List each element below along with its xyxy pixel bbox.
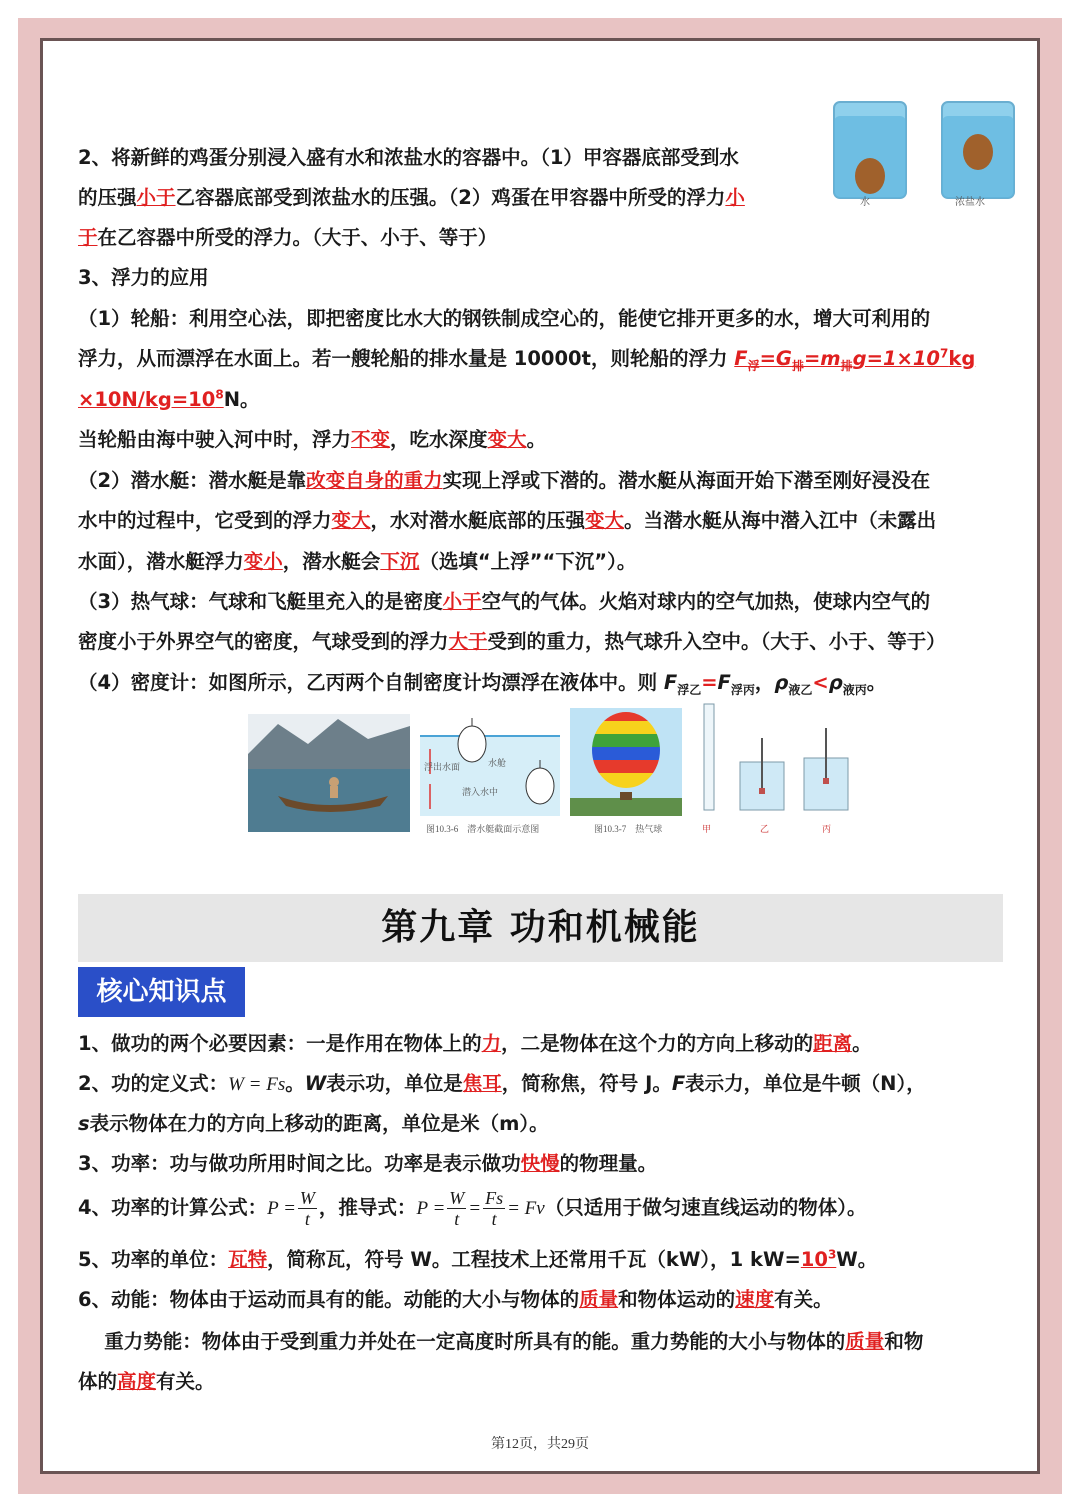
k4a: 4、功率的计算公式： (78, 1196, 268, 1219)
m-symbol: =m (803, 347, 841, 370)
hyd-sep: ， (754, 671, 775, 694)
ship-line2 (78, 339, 1008, 379)
answer-force: 力 (481, 1032, 502, 1055)
ship-l3a: ×10N/kg=10 (78, 388, 216, 411)
k5e: W。 (836, 1248, 878, 1271)
k6e: 有关。 (774, 1288, 833, 1311)
k2c: 表示功，单位是 (326, 1072, 463, 1095)
ship-line1: （1）轮船：利用空心法，即把密度比水大的钢铁制成空心的，能使它排开更多的水，增大可利用的 (78, 307, 931, 330)
k7c: 和物 (884, 1330, 924, 1353)
sub-l2a: 水中的过程中，它受到的浮力 (78, 509, 332, 532)
s2-line3 (78, 218, 1008, 258)
exp-7: 7 (940, 346, 949, 361)
caption-submarine: 图10.3-6 潜水艇截面示意图 (426, 824, 540, 834)
sub-l3c: ，潜水艇会 (282, 550, 381, 573)
answer-distance: 距离 (813, 1032, 853, 1055)
ship-line3 (78, 380, 1008, 420)
power-fraction-3 (483, 1188, 505, 1229)
sub-label-up: 浮出水面 (424, 762, 461, 772)
s3-title: 3、浮力的应用 (78, 266, 209, 289)
k8-line (78, 1362, 1008, 1402)
power-fraction-2 (447, 1188, 466, 1229)
k5a: 5、功率的单位： (78, 1248, 229, 1271)
k4-Fv: = Fv (507, 1198, 545, 1219)
hydrometer-label-c: 丙 (822, 824, 832, 834)
g-value: g=1×10 (852, 347, 940, 370)
ship-buoyancy-formula (734, 346, 976, 373)
balloon-line2 (78, 622, 1008, 662)
sub-l1a: （2）潜水艇：潜水艇是靠 (78, 469, 307, 492)
k6-line (78, 1280, 1008, 1320)
k6c: 和物体运动的 (618, 1288, 736, 1311)
answer-equal: = (701, 671, 718, 694)
answer-smaller: 变小 (243, 550, 283, 573)
g-symbol: =G (759, 347, 792, 370)
key-points-tag: 核心知识点 (78, 967, 245, 1017)
answer-velocity: 速度 (735, 1288, 775, 1311)
ship-buoyancy-result (78, 388, 224, 411)
ship-l4c: ，吃水深度 (390, 428, 488, 451)
sub-line2 (78, 501, 1008, 541)
hyd-f1s: 浮乙 (677, 682, 702, 697)
answer-less-than-1: 小于 (136, 186, 176, 209)
answer-buoyancy-larger: 变大 (331, 509, 371, 532)
k4c: （只适用于做匀速直线运动的物体）。 (544, 1196, 867, 1219)
k4-line (78, 1186, 1008, 1231)
ship-l4e: 。 (526, 428, 547, 451)
chapter-banner (78, 894, 1003, 962)
k2-s: s (78, 1112, 90, 1135)
beaker-label-brine: 浓盐水 (955, 197, 985, 208)
work-formula: W = Fs (228, 1074, 286, 1095)
bal-l1c: 空气的气体。火焰对球内的空气加热，使球内空气的 (481, 590, 931, 613)
s2-l3b: 在乙容器中所受的浮力。（大于、小于、等于） (97, 226, 498, 249)
answer-unchanged: 不变 (351, 428, 391, 451)
k4b: ，推导式： (318, 1196, 417, 1219)
k1a: 1、做功的两个必要因素：一是作用在物体上的 (78, 1032, 482, 1055)
answer-less-symbol: < (812, 671, 829, 694)
k2h: 表示物体在力的方向上移动的距离，单位是米（m）。 (89, 1112, 549, 1135)
hydrometer-figure (696, 702, 862, 820)
k1c: ，二是物体在这个力的方向上移动的 (501, 1032, 814, 1055)
m-sub: 排 (840, 358, 853, 373)
power-fraction (298, 1188, 317, 1229)
answer-sink: 下沉 (380, 550, 420, 573)
balloon-line1 (78, 582, 1008, 622)
frac3-den: t (491, 1209, 497, 1229)
f-symbol: F (734, 347, 748, 370)
k2b: 。 (285, 1072, 305, 1095)
hydrometer-label-a: 甲 (702, 824, 712, 834)
k4-eq: = (468, 1198, 482, 1219)
caption-balloon: 图10.3-7 热气球 (594, 824, 663, 834)
k2e: ，简称焦，符号 J。 (501, 1072, 672, 1095)
k2a: 2、功的定义式： (78, 1072, 229, 1095)
k2-F: F (671, 1072, 686, 1095)
answer-change-weight: 改变自身的重力 (306, 469, 443, 492)
hyd-f2: F (717, 671, 731, 694)
k3a: 3、功率：功与做功所用时间之比。功率是表示做功 (78, 1152, 521, 1175)
answer-pressure-larger: 变大 (585, 509, 625, 532)
hyd-rho2: ρ (828, 671, 843, 694)
answer-greater: 大于 (448, 630, 488, 653)
answer-mass: 质量 (579, 1288, 619, 1311)
kg-unit: kg (948, 347, 976, 370)
k5-exp: 3 (827, 1247, 837, 1262)
hydrometer-label-b: 乙 (760, 824, 770, 834)
k8c: 有关。 (156, 1370, 215, 1393)
canoe-image (248, 714, 410, 832)
exp-8: 8 (215, 387, 224, 402)
k7a: 重力势能：物体由于受到重力并处在一定高度时所具有的能。重力势能的大小与物体的 (78, 1330, 846, 1353)
sub-l1c: 实现上浮或下潜的。潜水艇从海面开始下潜至刚好浸没在 (442, 469, 931, 492)
s2-l2c: 乙容器底部受到浓盐水的压强。（2）鸡蛋在甲容器中所受的浮力 (175, 186, 726, 209)
k1e: 。 (852, 1032, 872, 1055)
ship-l2a: 浮力，从而漂浮在水面上。若一艘轮船的排水量是 10000t，则轮船的浮力 (78, 347, 735, 370)
bal-l2a: 密度小于外界空气的密度，气球受到的浮力 (78, 630, 449, 653)
k3-line (78, 1144, 1008, 1184)
sub-line3 (78, 542, 1008, 582)
k8a: 体的 (78, 1370, 118, 1393)
answer-height: 高度 (117, 1370, 157, 1393)
sub-line1 (78, 461, 1008, 501)
hyd-f2s: 浮丙 (730, 682, 755, 697)
hyd-rho1: ρ (774, 671, 789, 694)
answer-less-than-2b: 于 (78, 226, 98, 249)
sub-l2c: ，水对潜水艇底部的压强 (370, 509, 586, 532)
answer-speed: 快慢 (520, 1152, 560, 1175)
hyd-end: 。 (866, 671, 887, 694)
frac-den: t (304, 1209, 310, 1229)
hot-air-balloon-image (570, 708, 682, 816)
k4-P2: P = (416, 1198, 446, 1219)
g-sub: 排 (791, 358, 804, 373)
k2-line2 (78, 1104, 1008, 1144)
k6a: 6、动能：物体由于运动而具有的能。动能的大小与物体的 (78, 1288, 580, 1311)
answer-joule: 焦耳 (462, 1072, 502, 1095)
sub-l2e: 。当潜水艇从海中潜入江中（未露出 (624, 509, 937, 532)
beaker-label-water: 水 (860, 197, 870, 208)
k1-line (78, 1024, 1008, 1064)
hydrometer-line (78, 663, 1008, 703)
page-number: 第12页，共29页 (491, 1437, 589, 1452)
k5d: 10 (800, 1248, 828, 1271)
answer-ten-cubed (801, 1248, 837, 1271)
k5c: ，简称瓦，符号 W。工程技术上还常用千瓦（kW），1 kW= (267, 1248, 801, 1271)
answer-mass-2: 质量 (845, 1330, 885, 1353)
frac-num: W (299, 1188, 315, 1208)
hyd-f1: F (663, 671, 678, 694)
k7-line (78, 1322, 1008, 1362)
hyd-a: （4）密度计：如图所示，乙丙两个自制密度计均漂浮在液体中。则 (78, 671, 664, 694)
hyd-r1s: 液乙 (788, 682, 813, 697)
frac2-num: W (449, 1188, 465, 1208)
ship-line4 (78, 420, 1008, 460)
f-sub: 浮 (747, 358, 760, 373)
sub-l3a: 水面），潜水艇浮力 (78, 550, 244, 573)
answer-larger: 变大 (487, 428, 527, 451)
s2-l2a: 的压强 (78, 186, 137, 209)
frac2-den: t (454, 1209, 460, 1229)
sub-l3e: （选填“上浮”“下沉”）。 (419, 550, 637, 573)
frac3-num: Fs (485, 1188, 504, 1208)
sub-label-down: 潜入水中 (462, 787, 499, 797)
chapter-title: 第九章 功和机械能 (381, 907, 700, 948)
ship-l3b: N。 (223, 388, 260, 411)
sub-label-tank: 水舱 (488, 758, 507, 768)
s2-line2 (78, 178, 1008, 218)
answer-density-less: 小于 (442, 590, 482, 613)
k5-line (78, 1240, 1008, 1280)
k4-P: P = (267, 1198, 296, 1219)
k3c: 的物理量。 (559, 1152, 658, 1175)
answer-watt: 瓦特 (228, 1248, 268, 1271)
hyd-r2s: 液丙 (842, 682, 867, 697)
s2-line1 (78, 138, 1008, 178)
s2-l1-text: 2、将新鲜的鸡蛋分别浸入盛有水和浓盐水的容器中。（1）甲容器底部受到水 (78, 146, 739, 169)
k2g: 表示力，单位是牛顿（N）， (685, 1072, 926, 1095)
k2-line1 (78, 1064, 1008, 1105)
answer-less-than-2a: 小 (725, 186, 745, 209)
bal-l1a: （3）热气球：气球和飞艇里充入的是密度 (78, 590, 443, 613)
bal-l2c: 受到的重力，热气球升入空中。（大于、小于、等于） (487, 630, 946, 653)
ship-l4a: 当轮船由海中驶入河中时，浮力 (78, 428, 352, 451)
k2-W: W (304, 1072, 327, 1095)
